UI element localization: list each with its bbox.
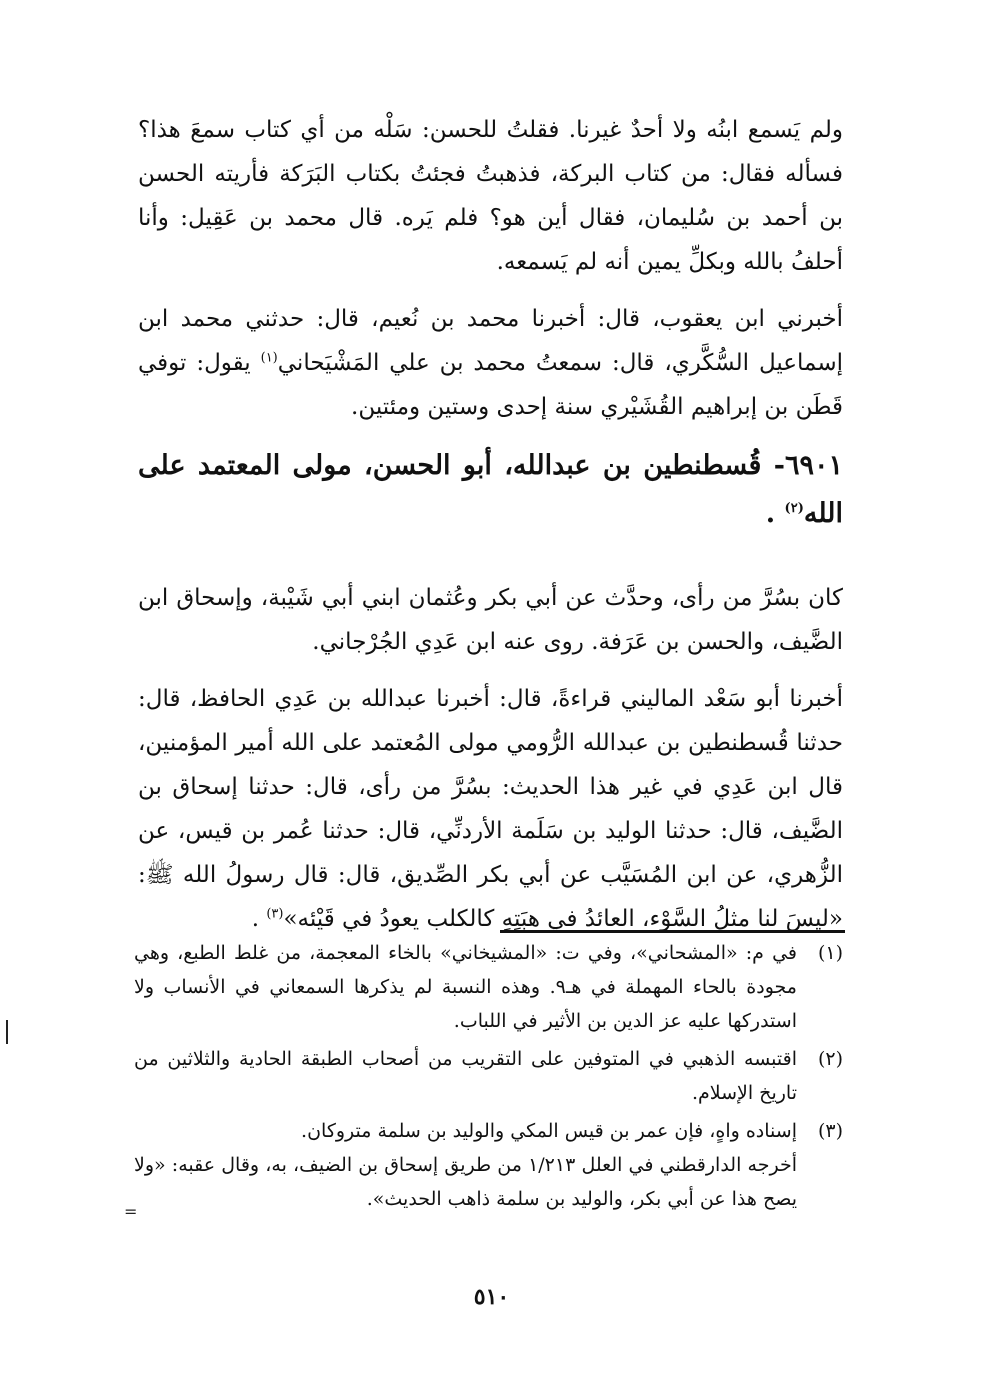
paragraph-4-text: أخبرنا أبو سَعْد الماليني قراءةً، قال: أخبرنا عبدالله بن عَدِي الحافظ، قال: حدثنا قُسطنطين بن عبدالله الرُّومي مولى المُعتمد على الله أمير المؤمنين، قال ابن عَدِي في غير هذا الحديث: بسُرَّ من رأى، قال: حدثنا إسحاق بن الضَّيف، قال: حدثنا الوليد بن سَلَمة الأردنِّي، قال: حدثنا عُمر بن قيس، عن الزُّهري، عن ابن المُسَيَّب عن أبي بكر الصِّديق، قال: قال رسولُ الله ﷺ: «ليسَ لنا مثلُ السَّوْء، العائدُ في هبَتِهِ كالكلب يعودُ في قَيْئه»	[138, 686, 843, 932]
footnote-number: (١)	[817, 942, 843, 964]
entry-heading-end: .	[765, 498, 785, 529]
footnote-separator	[500, 930, 845, 933]
footnote-text: إسناده واهٍ، فإن عمر بن قيس المكي والوليد بن سلمة متروكان.	[301, 1120, 797, 1142]
footnote-text-continued: أخرجه الدارقطني في العلل ١/٢١٣ من طريق إسحاق بن الضيف، به، وقال عقبه: «ولا يصح هذا عن أبي بكر، والوليد بن سلمة ذاهب الحديث».	[134, 1154, 797, 1210]
footnote-text: اقتبسه الذهبي في المتوفين على التقريب من أصحاب الطبقة الحادية والثلاثين من تاريخ الإسلام.	[134, 1048, 797, 1104]
footnote-ref-3[interactable]: (٣)	[266, 906, 284, 922]
footnote-ref-2[interactable]: (٢)	[784, 501, 804, 516]
paragraph-4	[138, 677, 843, 941]
paragraph-2	[138, 297, 843, 429]
footnote-ref-1[interactable]: (١)	[260, 350, 278, 366]
page-number: ٥١٠	[473, 1284, 510, 1310]
footnote-1	[134, 936, 843, 1038]
footnote-number: (٣)	[817, 1120, 843, 1142]
paragraph-1	[138, 108, 843, 284]
entry-heading-text: ٦٩٠١- قُسطنطين بن عبدالله، أبو الحسن، مولى المعتمد على الله	[138, 450, 843, 529]
footnotes	[134, 936, 843, 1220]
paragraph-3-text: كان بسُرَّ من رأى، وحدَّث عن أبي بكر وعُثمان ابني أبي شَيْبة، وإسحاق ابن الضَّيف، والحسن بن عَرَفة. روى عنه ابن عَدِي الجُرْجاني.	[138, 585, 843, 655]
entry-heading	[138, 442, 843, 538]
scan-artifact-line	[6, 1020, 8, 1044]
footnote-2	[134, 1042, 843, 1110]
paragraph-1-text: ولم يَسمع ابنُه ولا أحدٌ غيرنا. فقلتُ للحسن: سَلْه من أي كتاب سمعَ هذا؟ فسأله فقال: من كتاب البركة، فذهبتُ فجئتُ بكتاب البَرَكة فأريته الحسن بن أحمد بن سُليمان، فقال أين هو؟ فلم يَره. قال محمد بن عَقِيل: وأنا أحلفُ بالله وبكلِّ يمين أنه لم يَسمعه.	[138, 117, 843, 275]
footnote-3	[134, 1114, 843, 1216]
paragraph-4-end: .	[251, 906, 267, 932]
continuation-mark: =	[124, 1202, 138, 1221]
paragraph-2-text-b: يقول: توفي قَطَن بن إبراهيم القُشَيْري سنة إحدى وستين ومئتين.	[138, 350, 843, 420]
main-text	[138, 108, 843, 954]
paragraph-2-text-a: أخبرني ابن يعقوب، قال: أخبرنا محمد بن نُعيم، قال: حدثني محمد ابن إسماعيل السُّكَّري، قال: سمعتُ محمد بن علي المَشْيَحاني	[138, 306, 843, 376]
paragraph-3	[138, 576, 843, 664]
footnote-number: (٢)	[817, 1048, 843, 1070]
footnote-text: في م: «المشحاني»، وفي ت: «المشيخاني» بالخاء المعجمة، من غلط الطبع، وهي مجودة بالحاء المهملة في هـ٩. وهذه النسبة لم يذكرها السمعاني في الأنساب ولا استدركها عليه عز الدين بن الأثير في اللباب.	[134, 942, 797, 1032]
